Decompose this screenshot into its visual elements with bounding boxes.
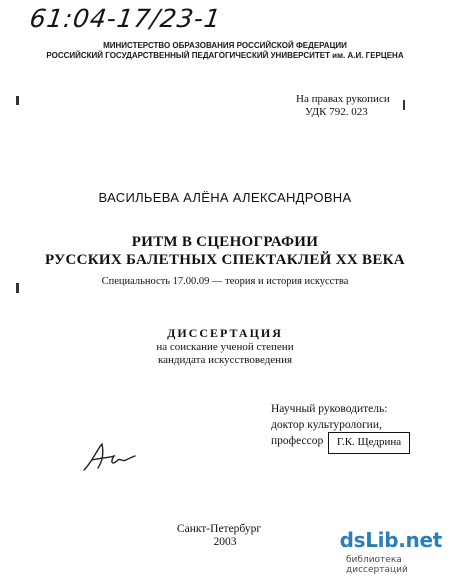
watermark-tagline: библиотека диссертаций bbox=[346, 555, 408, 575]
ministry-line-1: МИНИСТЕРСТВО ОБРАЗОВАНИЯ РОССИЙСКОЙ ФЕДЕРАЦИИ bbox=[103, 41, 347, 50]
dissertation-title-line-2: РУССКИХ БАЛЕТНЫХ СПЕКТАКЛЕЙ XX ВЕКА bbox=[45, 252, 405, 268]
advisor-rank: профессор bbox=[271, 435, 324, 447]
year: 2003 bbox=[213, 536, 237, 548]
udc-code: УДК 792. 023 bbox=[305, 106, 368, 118]
advisor-degree: доктор культурологии, bbox=[271, 419, 382, 431]
scan-margin-mark bbox=[16, 96, 19, 105]
signature-icon bbox=[78, 440, 138, 474]
ministry-line-2: РОССИЙСКИЙ ГОСУДАРСТВЕННЫЙ ПЕДАГОГИЧЕСКИЙ УНИВЕРСИТЕТ им. А.И. ГЕРЦЕНА bbox=[46, 51, 404, 60]
advisor-label: Научный руководитель: bbox=[271, 403, 388, 415]
rights-notice: На правах рукописи bbox=[296, 93, 390, 105]
dslib-watermark bbox=[339, 528, 442, 575]
specialty: Специальность 17.00.09 — теория и история искусства bbox=[101, 276, 349, 287]
city: Санкт-Петербург bbox=[176, 523, 262, 535]
document-type: ДИССЕРТАЦИЯ bbox=[167, 326, 283, 340]
handwritten-catalog-note: 61:04-17/23-1 bbox=[27, 4, 224, 33]
degree-line-1: на соискание ученой степени bbox=[156, 341, 294, 353]
advisor-name-stamp: Г.К. Щедрина bbox=[328, 432, 410, 454]
author-name: ВАСИЛЬЕВА АЛЁНА АЛЕКСАНДРОВНА bbox=[98, 190, 352, 205]
dissertation-title-line-1: РИТМ В СЦЕНОГРАФИИ bbox=[131, 234, 319, 250]
scan-margin-mark bbox=[403, 100, 405, 110]
degree-line-2: кандидата искусствоведения bbox=[157, 354, 293, 366]
watermark-brand: dsLib.net bbox=[339, 528, 442, 552]
